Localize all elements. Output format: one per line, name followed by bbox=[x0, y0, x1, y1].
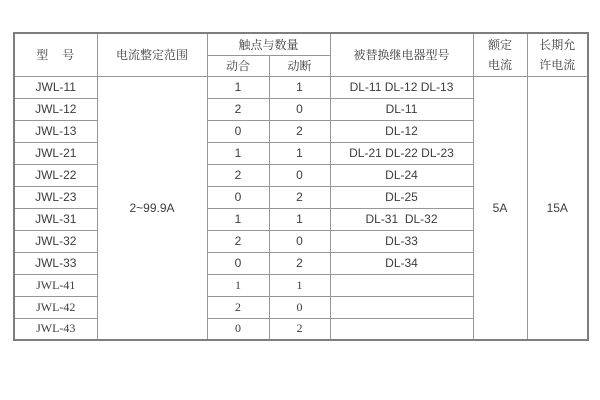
header-contacts-group: 触点与数量 bbox=[207, 33, 330, 55]
cell-contact-no: 1 bbox=[207, 76, 269, 98]
cell-rated-current: 5A bbox=[473, 76, 527, 340]
cell-replaced-relay: DL-24 bbox=[330, 164, 473, 186]
cell-model: JWL-13 bbox=[14, 120, 97, 142]
cell-replaced-relay bbox=[330, 296, 473, 318]
header-replaced-relay-model: 被替换继电器型号 bbox=[330, 33, 473, 76]
header-long-term-current-line1: 长期允 bbox=[539, 37, 576, 52]
cell-model: JWL-41 bbox=[14, 274, 97, 296]
cell-contact-no: 1 bbox=[207, 208, 269, 230]
cell-contact-no: 0 bbox=[207, 120, 269, 142]
cell-replaced-relay: DL-12 bbox=[330, 120, 473, 142]
table-body bbox=[14, 76, 588, 340]
cell-contact-nc: 1 bbox=[269, 208, 330, 230]
header-row-top bbox=[14, 33, 588, 55]
cell-contact-nc: 0 bbox=[269, 296, 330, 318]
header-rated-current bbox=[473, 33, 527, 76]
cell-replaced-relay bbox=[330, 274, 473, 296]
cell-model: JWL-43 bbox=[14, 318, 97, 340]
cell-model: JWL-12 bbox=[14, 98, 97, 120]
header-long-term-current-line2: 许电流 bbox=[539, 57, 576, 72]
relay-spec-table bbox=[13, 32, 589, 341]
table-header bbox=[14, 33, 588, 76]
cell-model: JWL-42 bbox=[14, 296, 97, 318]
cell-contact-no: 2 bbox=[207, 296, 269, 318]
cell-model: JWL-22 bbox=[14, 164, 97, 186]
cell-contact-nc: 1 bbox=[269, 76, 330, 98]
cell-replaced-relay: DL-34 bbox=[330, 252, 473, 274]
cell-model: JWL-23 bbox=[14, 186, 97, 208]
cell-contact-no: 0 bbox=[207, 318, 269, 340]
cell-model: JWL-32 bbox=[14, 230, 97, 252]
header-rated-current-line2: 电流 bbox=[487, 57, 512, 72]
cell-model: JWL-21 bbox=[14, 142, 97, 164]
cell-model: JWL-33 bbox=[14, 252, 97, 274]
cell-contact-nc: 0 bbox=[269, 98, 330, 120]
cell-contact-nc: 1 bbox=[269, 142, 330, 164]
cell-replaced-relay: DL-21 DL-22 DL-23 bbox=[330, 142, 473, 164]
cell-contact-nc: 2 bbox=[269, 120, 330, 142]
cell-contact-no: 0 bbox=[207, 252, 269, 274]
cell-contact-nc: 2 bbox=[269, 318, 330, 340]
cell-contact-nc: 2 bbox=[269, 252, 330, 274]
cell-contact-nc: 2 bbox=[269, 186, 330, 208]
header-contact-no: 动合 bbox=[207, 55, 269, 76]
cell-replaced-relay: DL-31 DL-32 bbox=[330, 208, 473, 230]
table-row bbox=[14, 76, 588, 98]
cell-contact-no: 2 bbox=[207, 98, 269, 120]
header-long-term-current bbox=[527, 33, 588, 76]
cell-model: JWL-31 bbox=[14, 208, 97, 230]
cell-long-term-current: 15A bbox=[527, 76, 588, 340]
cell-replaced-relay: DL-11 bbox=[330, 98, 473, 120]
cell-contact-nc: 1 bbox=[269, 274, 330, 296]
cell-contact-no: 0 bbox=[207, 186, 269, 208]
cell-current-setting-range: 2~99.9A bbox=[97, 76, 207, 340]
cell-replaced-relay bbox=[330, 318, 473, 340]
header-model: 型 号 bbox=[14, 33, 97, 76]
cell-replaced-relay: DL-25 bbox=[330, 186, 473, 208]
cell-replaced-relay: DL-33 bbox=[330, 230, 473, 252]
cell-contact-no: 2 bbox=[207, 164, 269, 186]
header-contact-nc: 动断 bbox=[269, 55, 330, 76]
cell-replaced-relay: DL-11 DL-12 DL-13 bbox=[330, 76, 473, 98]
cell-contact-nc: 0 bbox=[269, 164, 330, 186]
cell-contact-no: 2 bbox=[207, 230, 269, 252]
cell-model: JWL-11 bbox=[14, 76, 97, 98]
cell-contact-nc: 0 bbox=[269, 230, 330, 252]
cell-contact-no: 1 bbox=[207, 142, 269, 164]
cell-contact-no: 1 bbox=[207, 274, 269, 296]
header-current-setting-range: 电流整定范围 bbox=[97, 33, 207, 76]
header-rated-current-line1: 额定 bbox=[487, 37, 512, 52]
